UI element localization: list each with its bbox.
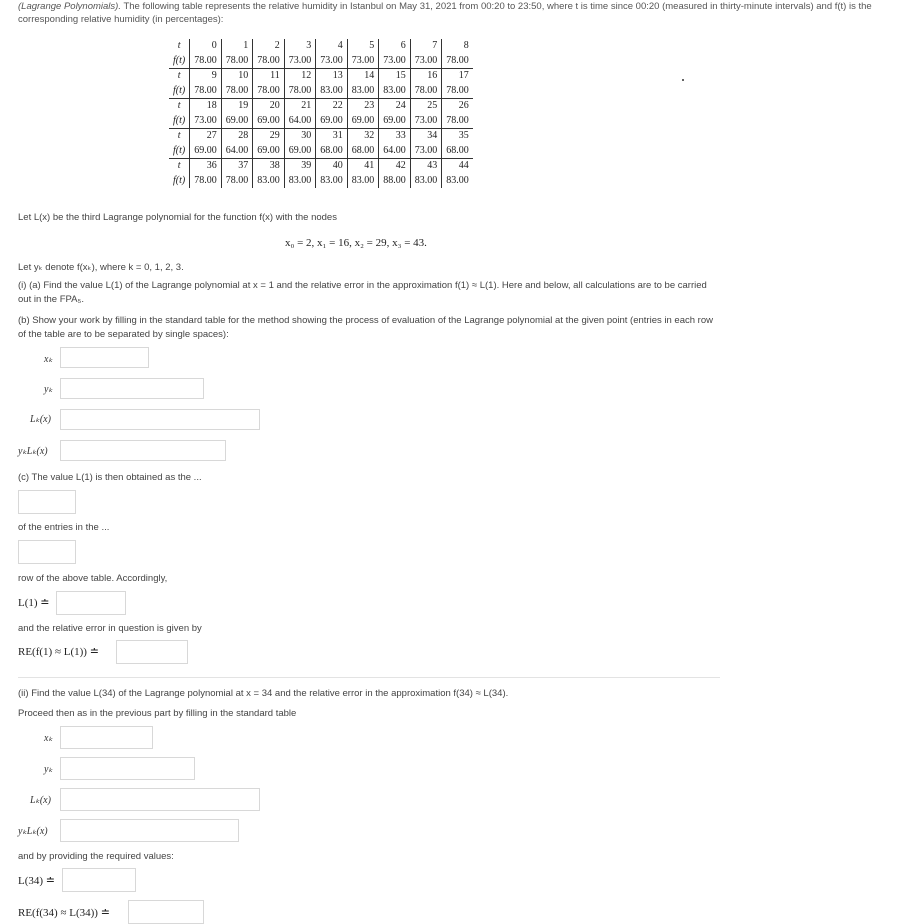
f-cell: 78.00 [446, 84, 469, 96]
table-row-t [169, 39, 473, 54]
nodes-equation: x₀ = 2, x₁ = 16, x₂ = 29, x₃ = 43. [285, 237, 427, 249]
RE1-input[interactable] [116, 640, 188, 664]
f-cell: 78.00 [190, 174, 222, 189]
part-i-a-text: (i) (a) Find the value L(1) of the Lagrange polynomial at x = 1 and the relative error in the approximation f(1) ≈ L(1). Here and below, all calculations are to be carried out in the FPA₅. [18, 280, 707, 305]
part-ii-intro: (ii) Find the value L(34) of the Lagrange polynomial at x = 34 and the relative error in the approximation f(34) ≈ L(34). [18, 688, 509, 699]
table-row-t [169, 99, 473, 114]
t-cell: 22 [316, 99, 348, 114]
f-cell: 78.00 [410, 84, 442, 99]
f-cell: 83.00 [253, 174, 285, 189]
f-cell: 73.00 [347, 54, 379, 69]
t-cell: 35 [442, 129, 473, 144]
f-cell: 78.00 [446, 54, 469, 66]
L34-label: L(34) ≐ [18, 875, 56, 887]
t-cell: 25 [410, 99, 442, 114]
f-label-cell: f(t) [169, 114, 190, 129]
t-cell: 4 [316, 39, 348, 54]
f-cell: 83.00 [316, 84, 348, 99]
row-label-Lk: Lₖ(x) [30, 414, 51, 425]
t-label-cell: t [169, 69, 190, 84]
part-ii-Lk-input[interactable] [60, 788, 260, 811]
f-cell: 73.00 [316, 54, 348, 69]
f-cell: 78.00 [221, 54, 253, 69]
part-ii-xk-input[interactable] [60, 726, 153, 749]
t-cell: 1 [221, 39, 253, 54]
t-cell: 30 [284, 129, 316, 144]
f-label-cell: f(t) [169, 84, 190, 99]
t-cell: 11 [253, 69, 285, 84]
table-row-t [169, 69, 473, 84]
part-ii-yk-input[interactable] [60, 757, 195, 780]
table-row-f [169, 174, 473, 189]
f-cell: 88.00 [379, 174, 411, 189]
humidity-table [169, 39, 473, 188]
f-cell: 83.00 [347, 84, 379, 99]
part-i-operation-input[interactable] [18, 490, 76, 514]
f-cell: 78.00 [284, 84, 316, 99]
t-cell: 29 [253, 129, 285, 144]
problem-intro-text: The following table represents the relative humidity in Istanbul on May 31, 2021 from 00:20 to 23:50, where t is time since 00:20 (measured in thirty-minute intervals) and f(t) is the corresponding relative humidity (in percentages): [18, 1, 872, 25]
t-cell: 6 [379, 39, 411, 54]
of-entries-text: of the entries in the ... [18, 522, 110, 533]
part-i-row-input[interactable] [18, 540, 76, 564]
row-label-Lk-ii: Lₖ(x) [30, 795, 51, 806]
f-cell: 83.00 [410, 174, 442, 189]
row-text: row of the above table. Accordingly, [18, 573, 168, 584]
t-cell: 38 [253, 159, 285, 174]
f-cell: 73.00 [284, 54, 316, 69]
f-cell: 69.00 [284, 144, 316, 159]
t-cell: 19 [221, 99, 253, 114]
table-row-f [169, 84, 473, 99]
t-cell: 12 [284, 69, 316, 84]
t-cell: 37 [221, 159, 253, 174]
t-cell: 16 [410, 69, 442, 84]
table-row-f [169, 114, 473, 129]
t-cell: 18 [190, 99, 222, 114]
t-cell: 9 [190, 69, 222, 84]
t-cell: 7 [410, 39, 442, 54]
t-label-cell: t [169, 129, 190, 144]
t-cell: 44 [442, 159, 473, 174]
t-cell: 23 [347, 99, 379, 114]
part-i-yk-input[interactable] [60, 378, 204, 399]
t-cell: 15 [379, 69, 411, 84]
part-i-ykLk-input[interactable] [60, 440, 226, 461]
f-cell: 83.00 [316, 174, 348, 189]
t-cell: 33 [379, 129, 411, 144]
L1-label: L(1) ≐ [18, 597, 50, 609]
t-cell: 20 [253, 99, 285, 114]
f-cell: 69.00 [253, 114, 285, 129]
t-cell: 17 [442, 69, 473, 84]
t-cell: 0 [190, 39, 222, 54]
relerr-text: and the relative error in question is given by [18, 623, 202, 634]
t-cell: 36 [190, 159, 222, 174]
L34-input[interactable] [62, 868, 136, 892]
part-i-b-text: (b) Show your work by filling in the standard table for the method showing the process of evaluation of the Lagrange polynomial at the given point (entries in each row of the table are to be separated by single spaces): [18, 315, 713, 340]
f-cell: 69.00 [190, 144, 222, 159]
L1-input[interactable] [56, 591, 126, 615]
row-label-xk-ii: xₖ [44, 733, 53, 744]
f-cell: 78.00 [446, 114, 469, 126]
t-cell: 14 [347, 69, 379, 84]
f-cell: 69.00 [221, 114, 253, 129]
f-cell: 69.00 [379, 114, 411, 129]
f-cell: 73.00 [410, 54, 442, 69]
f-cell: 78.00 [221, 174, 253, 189]
t-cell: 39 [284, 159, 316, 174]
f-cell: 78.00 [253, 54, 285, 69]
f-cell: 73.00 [379, 54, 411, 69]
problem-label: (Lagrange Polynomials). [18, 1, 121, 12]
f-cell: 69.00 [347, 114, 379, 129]
f-label-cell: f(t) [169, 144, 190, 159]
f-cell: 83.00 [347, 174, 379, 189]
t-cell: 28 [221, 129, 253, 144]
t-cell: 13 [316, 69, 348, 84]
f-cell: 64.00 [284, 114, 316, 129]
f-cell: 78.00 [221, 84, 253, 99]
f-cell: 78.00 [190, 54, 222, 69]
t-cell: 3 [284, 39, 316, 54]
part-i-c-text: (c) The value L(1) is then obtained as the ... [18, 472, 202, 483]
t-cell: 41 [347, 159, 379, 174]
f-cell: 68.00 [446, 144, 469, 156]
t-cell: 34 [410, 129, 442, 144]
t-label-cell: t [169, 39, 190, 54]
f-cell: 83.00 [284, 174, 316, 189]
t-cell: 43 [410, 159, 442, 174]
RE34-input[interactable] [128, 900, 204, 924]
t-cell: 8 [463, 40, 469, 52]
RE34-label: RE(f(34) ≈ L(34)) ≐ [18, 907, 110, 919]
table-row-f [169, 144, 473, 159]
f-cell: 73.00 [410, 114, 442, 129]
t-label-cell: t [169, 159, 190, 174]
f-cell: 78.00 [190, 84, 222, 99]
t-cell: 2 [253, 39, 285, 54]
row-label-yk-ii: yₖ [44, 764, 53, 775]
t-cell: 42 [379, 159, 411, 174]
t-cell: 24 [379, 99, 411, 114]
t-cell: 31 [316, 129, 348, 144]
problem-intro [18, 0, 898, 26]
t-cell: 40 [316, 159, 348, 174]
f-cell: 73.00 [190, 114, 222, 129]
row-label-xk: xₖ [44, 354, 53, 365]
part-ii-ykLk-input[interactable] [60, 819, 239, 842]
stray-dot [682, 79, 684, 81]
f-cell: 68.00 [316, 144, 348, 159]
f-cell: 69.00 [253, 144, 285, 159]
t-cell: 10 [221, 69, 253, 84]
f-label-cell: f(t) [169, 54, 190, 69]
row-label-ykLk-ii: yₖLₖ(x) [18, 826, 48, 837]
f-cell: 64.00 [221, 144, 253, 159]
row-label-ykLk: yₖLₖ(x) [18, 446, 48, 457]
t-label-cell: t [169, 99, 190, 114]
RE1-label: RE(f(1) ≈ L(1)) ≐ [18, 646, 99, 658]
f-cell: 64.00 [379, 144, 411, 159]
part-ii-proceed: Proceed then as in the previous part by filling in the standard table [18, 708, 297, 719]
yk-definition: Let yₖ denote f(xₖ), where k = 0, 1, 2, 3. [18, 262, 184, 273]
table-row-t [169, 129, 473, 144]
t-cell: 32 [347, 129, 379, 144]
t-cell: 27 [190, 129, 222, 144]
f-cell: 73.00 [410, 144, 442, 159]
f-label-cell: f(t) [169, 174, 190, 189]
t-cell: 5 [347, 39, 379, 54]
row-label-yk: yₖ [44, 384, 53, 395]
table-row-f [169, 54, 473, 69]
f-cell: 68.00 [347, 144, 379, 159]
t-cell: 21 [284, 99, 316, 114]
f-cell: 78.00 [253, 84, 285, 99]
f-cell: 69.00 [316, 114, 348, 129]
table-row-t [169, 159, 473, 174]
t-cell: 26 [442, 99, 473, 114]
part-ii-provide: and by providing the required values: [18, 851, 174, 862]
f-cell: 83.00 [446, 174, 469, 186]
part-i-Lk-input[interactable] [60, 409, 260, 430]
part-i-xk-input[interactable] [60, 347, 149, 368]
section-divider [18, 677, 720, 678]
f-cell: 83.00 [379, 84, 411, 99]
lagrange-statement: Let L(x) be the third Lagrange polynomial for the function f(x) with the nodes [18, 212, 337, 223]
